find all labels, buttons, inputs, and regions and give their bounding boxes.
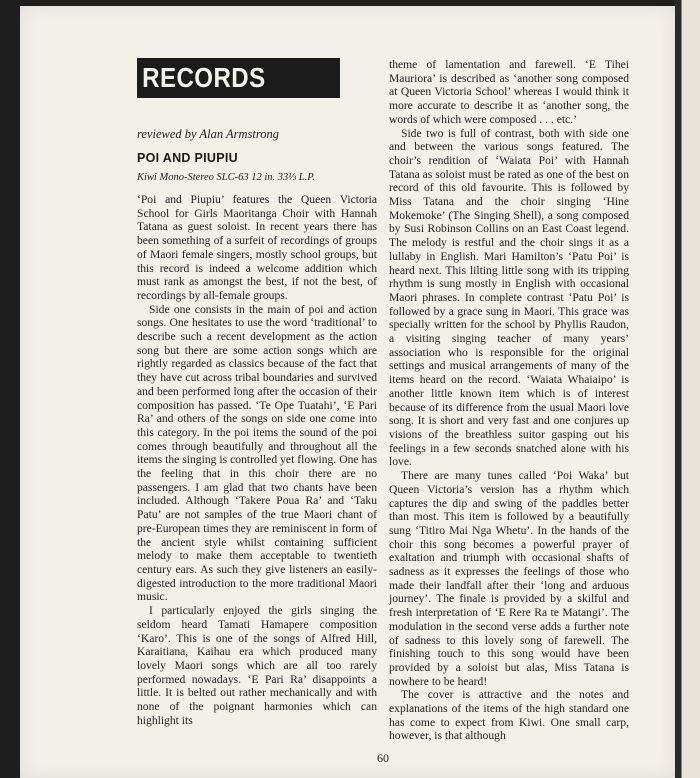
paragraph: The cover is attractive and the notes and explanations of the items of the high standard one has come to expect from Kiwi. One small carp, however, is that although [389,688,629,743]
paragraph: ‘Poi and Piupiu’ features the Queen Victoria School for Girls Maoritanga Choir with Hannah Tatana as guest soloist. In recent years there has been something of a surfeit of recordings of groups of Maori female singers, mostly school groups, but this record is indeed a welcome addition which must rank as amongst the best, if not the best, of recordings by all-female groups. [137,193,377,302]
paragraph: Side two is full of contrast, both with side one and between the various songs featured. The choir’s rendition of ‘Waiata Poi’ with Hannah Tatana as soloist must be rated as one of the best on record of this old favourite. This is followed by Miss Tatana and the choir singing ‘Hine Mokemoke’ (The Singing Shell), a song composed by Susi Robinson Collins on an East Coast legend. The melody is restful and the choir sings it as a lullaby in English. Mari Hamilton’s ‘Patu Poi’ is heard next. This lilting little song with its tripping rhythm is sung mostly in English with occasional Maori phrases. In complete contrast ‘Patu Poi’ is followed by a grace sung in Maori. This grace was specially written for the school by Phyllis Raudon, a visiting singing teacher of many years’ association who is responsible for the original settings and musical arrangements of many of the items heard on the record. ‘Waiata Whaiaipo’ is another little known item which is of interest because of its difference from the usual Maori love song. It is short and very fast and one conjures up visions of the breathless suitor gasping out his feelings in a few seconds snatched alone with his love. [389,126,629,469]
paragraph: There are many tunes called ‘Poi Waka’ but Queen Victoria’s version has a rhythm which captures the dip and swing of the paddles better than most. This item is followed by a beautifully sung ‘Titiro Mai Nga Whetu’. In the hands of the choir this song becomes a powerful prayer of exaltation and triumph with occasional shafts of sadness as it expresses the feelings of those who made their landfall after their ‘long and arduous journey’. The finale is provided by a skilful and fresh interpretation of ‘E Rere Ra te Matangi’. The modulation in the second verse adds a further note of sadness to this lovely song of farewell. The finishing touch to this song would have been provided by a soloist but alas, Miss Tatana is nowhere to be heard! [389,469,629,688]
section-banner: RECORDS [137,58,340,98]
adjacent-page-edge [675,0,700,778]
review-byline: reviewed by Alan Armstrong [137,127,279,141]
left-column [137,193,377,727]
paragraph: I particularly enjoyed the girls singing the seldom heard Tamati Hamapere composition ‘Karo’. This is one of the songs of Alfred Hill, Karaitiana, Kaihau era which produced many lovely Maori songs which are all too rarely performed nowadays. ‘E Pari Ra’ disappoints a little. It is belted out rather mechanically and with none of the poignant harmonies which can highlight its [137,604,377,727]
right-column [389,58,629,743]
page-number: 60 [377,751,389,765]
paragraph: Side one consists in the main of poi and action songs. One hesitates to use the word ‘traditional’ to describe such a recent development as the action song but there are some action songs which are rightly regarded as classics because of the fact that they have cut across tribal boundaries and survived and been performed long after the occasion of their composition has passed. ‘Te Ope Tuatahi’, ‘E Pari Ra’ and others of the songs on side one come into this category. In the poi items the sound of the poi comes through beautifully and throughout all the items the singing is controlled yet flowing. One has the feeling that in this choir there are no passengers. I am glad that two chants have been included. Although ‘Takere Poua Ra’ and ‘Taku Patu’ are not samples of the true Maori chant of pre-European times they are reminiscent in form of the ancient style whilst containing sufficient melody to make them acceptable to twentieth century ears. As such they give listeners an easily-digested introduction to the more traditional Maori music. [137,302,377,604]
review-title: POI AND PIUPIU [137,151,238,165]
disc-info: Kiwi Mono-Stereo SLC-63 12 in. 33⅓ L.P. [137,172,315,183]
paragraph: theme of lamentation and farewell. ‘E Tihei Mauriora’ is described as ‘another song composed at Queen Victoria School’ whereas I would think it more accurate to describe it as ‘another song, the words of which were composed . . . etc.’ [389,58,629,126]
